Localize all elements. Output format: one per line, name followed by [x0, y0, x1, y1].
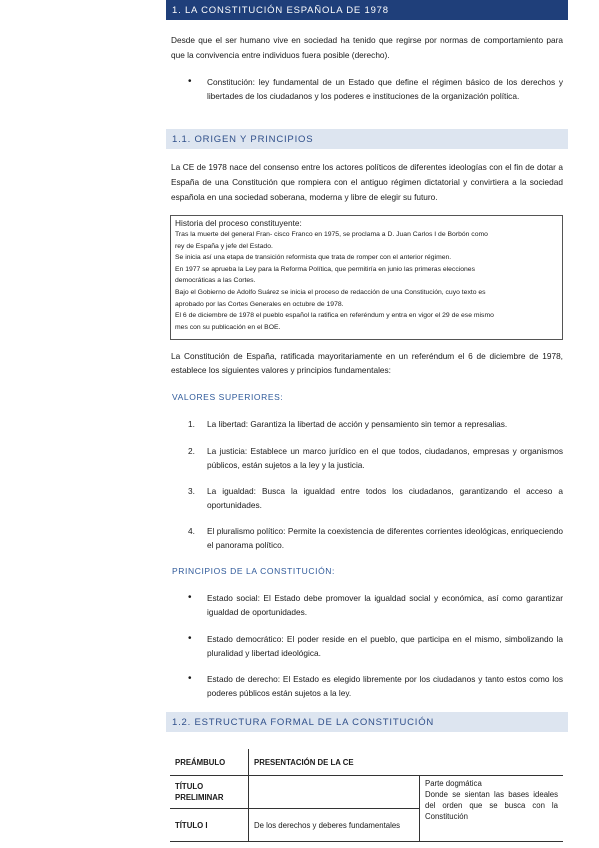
value-item: El pluralismo político: Permite la coexistencia de diferentes corrientes ideológicas, enriqueciendo el panorama político.	[207, 526, 563, 550]
ratification-paragraph: La Constitución de España, ratificada mayoritariamente en un referéndum el 6 de diciembre de 1978, establece los siguientes valores y principios fundamentales:	[171, 351, 563, 375]
table-cell: TÍTULO I	[170, 809, 249, 842]
principles-subtitle: PRINCIPIOS DE LA CONSTITUCIÓN:	[172, 566, 335, 576]
section-title-1-1: 1.1. ORIGEN Y PRINCIPIOS	[172, 133, 314, 145]
dogmatic-part-cell	[420, 776, 564, 842]
value-item: La libertad: Garantiza la libertad de acción y pensamiento sin temor a represalias.	[207, 419, 508, 429]
table-cell: PREÁMBULO	[170, 749, 249, 776]
history-line: mes con su publicación en el BOE.	[175, 323, 281, 331]
section-header-1-1	[166, 129, 568, 149]
value-item: La justicia: Establece un marco jurídico en el que todos, ciudadanos, empresas y organismos públicos, están sujetos a la ley y la justicia.	[207, 446, 563, 470]
history-box-title: Historia del proceso constituyente:	[175, 218, 302, 228]
value-number: 2.	[188, 446, 195, 456]
history-line: Se inicia así una etapa de transición reformista que trata de romper con el anterior régimen.	[175, 254, 452, 262]
dogmatic-part-title: Parte dogmática	[425, 779, 482, 788]
value-number: 1.	[188, 419, 195, 429]
intro-paragraph: Desde que el ser humano vive en sociedad ha tenido que regirse por normas de comportamiento para que la convivencia entre individuos fuera posible (derecho).	[171, 35, 563, 60]
principle-item: Estado democrático: El poder reside en el pueblo, que participa en el mismo, simbolizando la pluralidad y libertad ideológica.	[207, 634, 563, 658]
table-row	[170, 749, 563, 776]
section-header-1	[166, 0, 568, 20]
value-item: La igualdad: Busca la igualdad entre todos los ciudadanos, garantizando el acceso a oportunidades.	[207, 486, 563, 510]
table-cell: De los derechos y deberes fundamentales	[249, 809, 420, 842]
section-header-1-2	[166, 712, 568, 732]
table-cell	[249, 776, 420, 809]
origin-paragraph: La CE de 1978 nace del consenso entre los actores políticos de diferentes ideologías con el fin de dotar a España de una Constitución que rompiera con el antiguo régimen dictatorial y convirtiera a la sociedad española en una sociedad soberana, moderna y libre de elegir su futuro.	[171, 162, 563, 202]
bullet-icon: •	[188, 673, 192, 684]
history-line: aprobado por las Cortes Generales en octubre de 1978.	[175, 300, 344, 308]
table-cell: TÍTULO PRELIMINAR	[170, 776, 249, 809]
history-line: En 1977 se aprueba la Ley para la Reforma Política, que permitiría en junio las primeras elecciones	[175, 265, 475, 273]
constitution-definition: Constitución: ley fundamental de un Estado que define el régimen básico de los derechos y libertades de los ciudadanos y los poderes e instituciones de la organización política.	[207, 77, 563, 101]
principle-item: Estado social: El Estado debe promover la igualdad social y económica, así como garantizar igualdad de oportunidades.	[207, 593, 563, 617]
bullet-icon: •	[188, 592, 192, 603]
history-line: rey de España y jefe del Estado.	[175, 242, 273, 250]
history-line: democráticas a las Cortes.	[175, 277, 256, 285]
dogmatic-part-text: Donde se sientan las bases ideales del orden que se busca con la Constitución	[425, 790, 558, 821]
value-number: 3.	[188, 486, 195, 496]
principle-item: Estado de derecho: El Estado es elegido libremente por los ciudadanos y tanto estos como los poderes públicos están sujetos a la ley.	[207, 674, 563, 698]
value-number: 4.	[188, 526, 195, 536]
structure-table	[170, 749, 563, 842]
bullet-icon: •	[188, 633, 192, 644]
history-line: Bajo el Gobierno de Adolfo Suárez se inicia el proceso de redacción de una Constitución, cuyo texto es	[175, 288, 486, 296]
table-cell: PRESENTACIÓN DE LA CE	[249, 749, 564, 776]
bullet-icon: •	[188, 76, 192, 87]
history-line: Tras la muerte del general Fran- cisco Franco en 1975, se proclama a D. Juan Carlos I de Borbón como	[175, 231, 488, 238]
section-title-1: 1. LA CONSTITUCIÓN ESPAÑOLA DE 1978	[172, 4, 389, 16]
history-line: El 6 de diciembre de 1978 el pueblo español la ratifica en referéndum y entra en vigor el 29 de ese mismo	[175, 312, 494, 320]
values-subtitle: VALORES SUPERIORES:	[172, 392, 284, 402]
section-title-1-2: 1.2. ESTRUCTURA FORMAL DE LA CONSTITUCIÓN	[172, 716, 435, 728]
table-row	[170, 776, 563, 809]
history-box	[170, 215, 563, 340]
